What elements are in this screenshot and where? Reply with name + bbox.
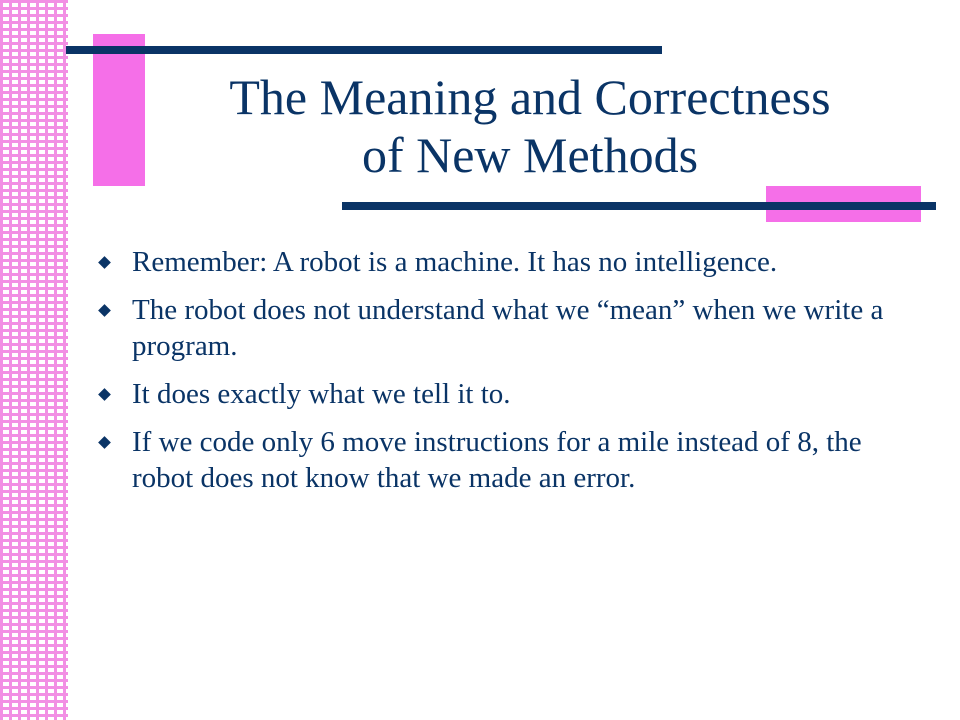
bullet-text: Remember: A robot is a machine. It has no intelligence. (132, 246, 778, 278)
bullet-text: If we code only 6 move instructions for a mile instead of 8, the robot does not know that we made an error. (132, 426, 862, 494)
bullet-item (98, 292, 898, 364)
pink-accent-block-left (93, 34, 145, 186)
diamond-bullet-icon (98, 388, 111, 401)
bullet-text: It does exactly what we tell it to. (132, 378, 511, 410)
bullet-list (98, 244, 898, 508)
navy-accent-bar-top (66, 46, 662, 54)
diamond-bullet-icon (98, 304, 111, 317)
diamond-bullet-icon (98, 256, 111, 269)
diamond-bullet-icon (98, 436, 111, 449)
left-hatch-border (0, 0, 68, 720)
slide-title (150, 68, 910, 184)
bullet-text: The robot does not understand what we “mean” when we write a program. (132, 294, 884, 362)
bullet-item (98, 376, 898, 412)
slide-title-line-2: of New Methods (361, 127, 699, 183)
bullet-item (98, 244, 898, 280)
slide-title-line-1: The Meaning and Correctness (229, 69, 831, 125)
bullet-item (98, 424, 898, 496)
navy-accent-bar-bottom (342, 202, 936, 210)
